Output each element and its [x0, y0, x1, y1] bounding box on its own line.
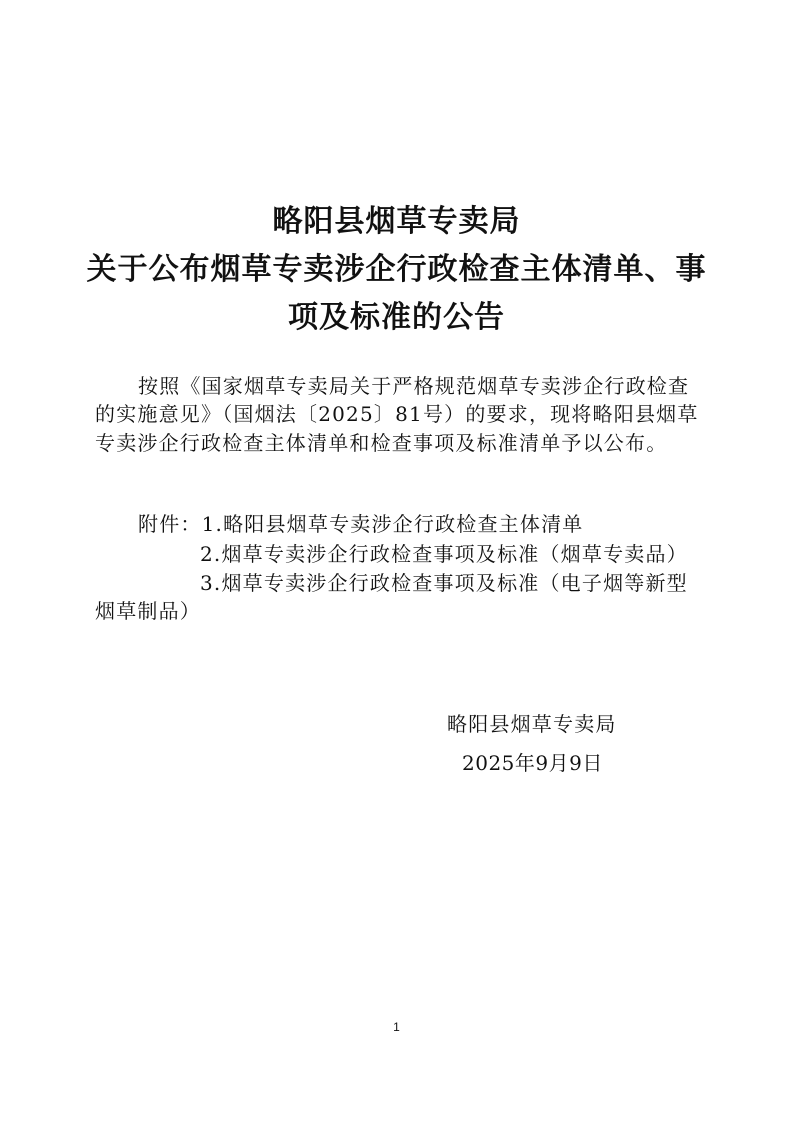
attachment-item-2: 2.烟草专卖涉企行政检查事项及标准（烟草专卖品）	[200, 542, 688, 566]
attachment-item-3: 3.烟草专卖涉企行政检查事项及标准（电子烟等新型	[200, 571, 688, 595]
document-title-line-2: 关于公布烟草专卖涉企行政检查主体清单、事	[86, 252, 707, 287]
signature-date: 2025年9月9日	[462, 751, 603, 775]
attachment-item-1: 附件：1.略阳县烟草专卖涉企行政检查主体清单	[138, 512, 584, 536]
body-paragraph-line-2: 的实施意见》（国烟法〔2025〕81号）的要求，现将略阳县烟草	[95, 402, 699, 426]
body-paragraph-line-1: 按照《国家烟草专卖局关于严格规范烟草专卖涉企行政检查	[138, 374, 690, 398]
signature-issuer: 略阳县烟草专卖局	[447, 712, 617, 736]
page-number: 1	[393, 1020, 400, 1034]
body-paragraph-line-3: 专卖涉企行政检查主体清单和检查事项及标准清单予以公布。	[95, 431, 668, 455]
document-title-line-3: 项及标准的公告	[288, 300, 505, 335]
attachment-item-3-continued: 烟草制品）	[95, 599, 201, 623]
document-title-line-1: 略阳县烟草专卖局	[272, 204, 521, 239]
